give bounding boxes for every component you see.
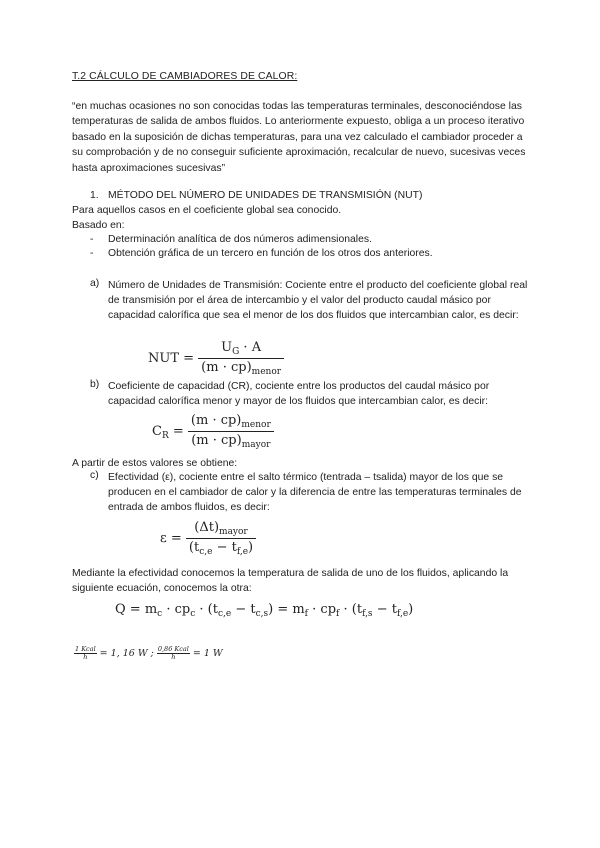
section-heading (90, 190, 423, 201)
item-text: Número de Unidades de Transmisión: Cociente entre el producto del coeficiente global real de transmisión por el área de intercambio y el valor del producto caudal másico por capacidad calorífica que sea el menor de los dos fluidos que intercambian calor, es decir: (108, 280, 528, 322)
item-label: b) (90, 379, 100, 390)
section-heading-text: MÉTODO DEL NÚMERO DE UNIDADES DE TRANSMISIÓN (NUT) (108, 190, 423, 201)
section-intro: Para aquellos casos en el coeficiente global sea conocido. (72, 205, 342, 216)
bullet-text: Determinación analítica de dos números adimensionales. (108, 234, 372, 245)
bullet-text: Obtención gráfica de un tercero en función de los otros dos anteriores. (108, 248, 433, 259)
closing-paragraph: Mediante la efectividad conocemos la temperatura de salida de uno de los fluidos, aplicando la siguiente ecuación, conocemos la otra: (72, 568, 509, 595)
bullet-dash: - (90, 234, 94, 245)
fraction: $\frac{\text{1 Kcal}}{h}$ (75, 645, 96, 661)
item-text: Coeficiente de capacidad (CR), cociente entre los productos del caudal másico por capacidad calorífica menor y mayor de los fluidos que intercambian calor, es decir: (108, 381, 490, 408)
from-values-text: A partir de estos valores se obtiene: (72, 458, 238, 469)
item-text: Efectividad (ε), cociente entre el salto térmico (tentrada – tsalida) mayor de los que se producen en el cambiador de calor y la diferencia de entre las temperaturas terminales de entrada de ambos fluidos, es decir: (108, 472, 522, 514)
formula-nut (148, 340, 284, 377)
item-label: a) (90, 278, 100, 289)
section-number: 1. (90, 190, 99, 201)
equation-q: $Q = m_c \cdot cp_c \cdot (t_{c,e} - t_{c,s}) = m_f \cdot cp_f \cdot (t_{f,s} - t_{f,e})$ (115, 602, 414, 619)
conversion-formula: $\frac{\text{1 Kcal}}{h}$ = 1, 16 W ; $\frac{\text{0,86 Kcal}}{h}$ = 1 W (75, 645, 223, 661)
based-on-label: Basado en: (72, 220, 125, 231)
bullet-dash: - (90, 248, 94, 259)
formula-cr: $C_R$ = $\frac{(m \cdot cp)_{menor}}{(m \cdot cp)_{mayor}}$ (152, 413, 274, 450)
fraction: $\frac{(m \cdot cp)_{menor}}{(m \cdot cp)_{mayor}}$ (188, 413, 274, 450)
item-label: c) (90, 470, 99, 481)
list-item (0, 248, 600, 262)
fraction: $\frac{(\Delta t)_{mayor}}{(t_{c,e} - t_{f,e})}$ (186, 520, 256, 557)
formula-lhs: NUT = (148, 351, 195, 366)
fraction: $\frac{U_G \cdot A}{(m \cdot cp)_{menor}}$ (198, 340, 284, 377)
formula-effectiveness: ε = $\frac{(\Delta t)_{mayor}}{(t_{c,e} - t_{f,e})}$ (160, 520, 256, 557)
fraction: $\frac{\text{0,86 Kcal}}{h}$ (157, 645, 189, 661)
list-item (0, 234, 600, 248)
page-title: T.2 CÁLCULO DE CAMBIADORES DE CALOR: (72, 71, 298, 82)
quote-paragraph: “en muchas ocasiones no son conocidas todas las temperaturas terminales, desconociéndose las temperaturas de salida de ambos fluidos. Lo anteriormente expuesto, obliga a un proceso iterativo basado en la suposición de dichas temperaturas, para una vez calculado el cambiador proceder a su comprobación y de no conseguir suficiente aproximación, recalcular de nuevo, sucesivas veces hasta aproximaciones sucesivas” (72, 101, 526, 174)
